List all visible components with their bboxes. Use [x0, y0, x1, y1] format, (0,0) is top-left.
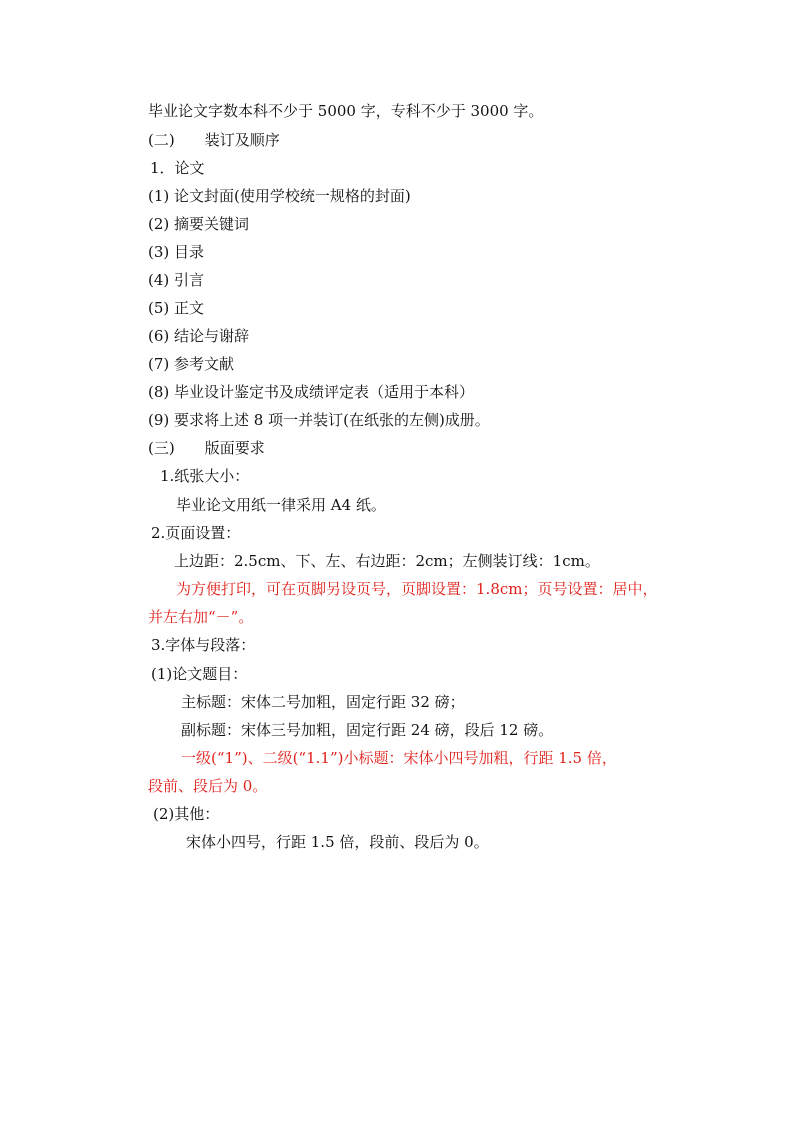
- list-item-introduction: (4) 引言: [148, 271, 205, 289]
- list-item-abstract: (2) 摘要关键词: [148, 215, 250, 233]
- subheading-page-setup: 2.页面设置：: [151, 524, 241, 542]
- subheading-thesis: 1．论文: [150, 159, 205, 177]
- section-heading-binding-order: (二) 装订及顺序: [148, 131, 280, 149]
- word-count-requirement: 毕业论文字数本科不少于 5000 字，专科不少于 3000 字。: [148, 102, 544, 120]
- main-title-format: 主标题：宋体二号加粗，固定行距 32 磅；: [181, 693, 465, 711]
- list-item-cover: (1) 论文封面(使用学校统一规格的封面): [148, 187, 411, 205]
- list-item-appraisal: (8) 毕业设计鉴定书及成绩评定表（适用于本科）: [148, 383, 475, 401]
- subheading-font-paragraph: 3.字体与段落：: [151, 636, 256, 654]
- list-item-toc: (3) 目录: [148, 243, 205, 261]
- section-heading-layout: (三) 版面要求: [148, 439, 265, 457]
- paper-size-text: 毕业论文用纸一律采用 A4 纸。: [176, 496, 386, 514]
- other-format-text: 宋体小四号，行距 1.5 倍，段前、段后为 0。: [186, 833, 489, 851]
- list-item-binding: (9) 要求将上述 8 项一并装订(在纸张的左侧)成册。: [148, 411, 490, 429]
- footer-note-line-1: 为方便打印，可在页脚另设页号，页脚设置：1.8cm；页号设置：居中，: [176, 580, 658, 598]
- subheading-other: (2)其他：: [153, 805, 220, 823]
- subheading-thesis-title: (1)论文题目：: [151, 665, 248, 683]
- margin-text: 上边距：2.5cm、下、左、右边距：2cm；左侧装订线：1cm。: [174, 552, 600, 570]
- subtitle-format: 副标题：宋体三号加粗，固定行距 24 磅，段后 12 磅。: [181, 721, 554, 739]
- subheading-paper-size: 1.纸张大小：: [160, 467, 250, 485]
- heading-level-note-line-1: 一级(“1”)、二级(“1.1”)小标题：宋体小四号加粗，行距 1.5 倍，: [181, 749, 617, 767]
- list-item-conclusion: (6) 结论与谢辞: [148, 327, 250, 345]
- list-item-references: (7) 参考文献: [148, 355, 235, 373]
- footer-note-line-2: 并左右加“－”。: [148, 608, 254, 626]
- heading-level-note-line-2: 段前、段后为 0。: [148, 777, 268, 795]
- list-item-body: (5) 正文: [148, 299, 205, 317]
